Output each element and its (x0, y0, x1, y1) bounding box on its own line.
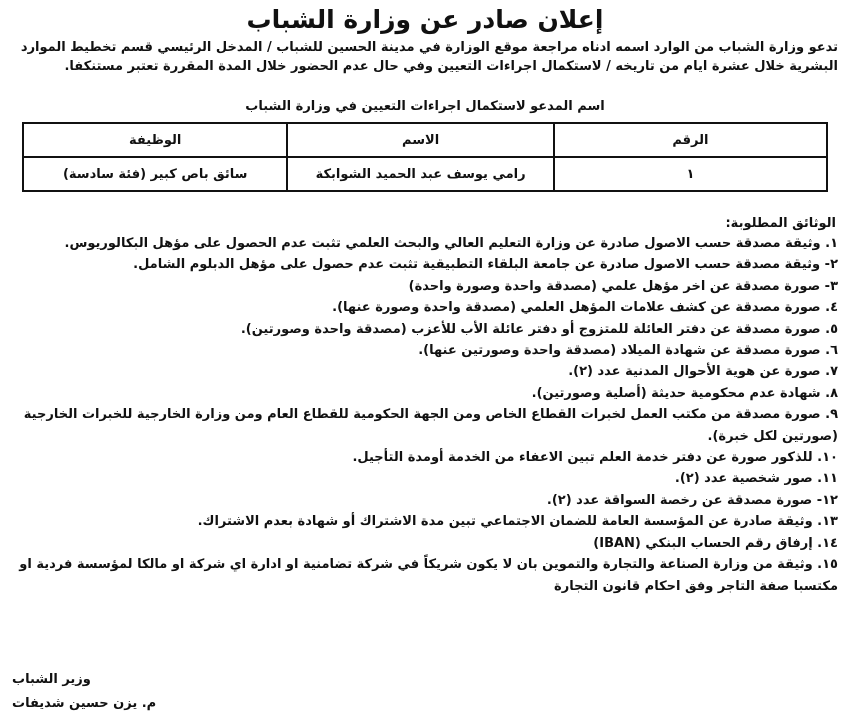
header-name: الاسم (287, 123, 553, 157)
list-item: ١١. صور شخصية عدد (٢). (674, 471, 838, 487)
list-item: ٤. صورة مصدقة عن كشف علامات المؤهل العلمي (مصدقة واحدة وصورة عنها). (332, 300, 838, 316)
documents-heading: الوثائق المطلوبة: (725, 216, 836, 231)
header-job: الوظيفة (23, 123, 287, 157)
list-item: ١. وثيقة مصدقة حسب الاصول صادرة عن وزارة التعليم العالي والبحث العلمي تثبت عدم الحصول على مؤهل البكالوريوس. (64, 236, 838, 251)
cell-job: سائق باص كبير (فئة سادسة) (23, 157, 287, 191)
list-item: ١٤. إرفاق رقم الحساب البنكي (IBAN) (593, 535, 838, 551)
table-row (23, 157, 827, 191)
invitee-table (22, 122, 828, 192)
header-number: الرقم (554, 123, 827, 157)
signature-title: وزير الشباب (12, 672, 91, 687)
intro-paragraph: تدعو وزارة الشباب من الوارد اسمه ادناه مراجعة موقع الوزارة في مدينة الحسين للشباب / المدخل الرئيسي قسم تخطيط الموارد البشرية خلال عشرة ايام من تاريخه / لاستكمال اجراءات التعيين وفي حال عدم الحضور خلال المدة المقررة تعتبر مستنكفا. (20, 40, 838, 74)
list-item: ٨. شهادة عدم محكومية حديثة (أصلية وصورتين). (531, 385, 838, 401)
cell-number: ١ (554, 157, 827, 191)
list-item: ٥. صورة مصدقة عن دفتر العائلة للمتزوج أو دفتر عائلة الأب للأعزب (مصدقة واحدة وصورتين). (240, 321, 838, 337)
list-item: ١٣. وثيقة صادرة عن المؤسسة العامة للضمان الاجتماعي تبين مدة الاشتراك أو شهادة بعدم الاشتراك. (197, 514, 838, 530)
table-header-row (23, 123, 827, 157)
list-item: ٣- صورة مصدقة عن اخر مؤهل علمي (مصدقة واحدة وصورة واحدة) (408, 278, 838, 294)
invitee-caption: اسم المدعو لاستكمال اجراءات التعيين في وزارة الشباب (245, 99, 605, 114)
announcement-title: إعلان صادر عن وزارة الشباب (246, 5, 604, 34)
cell-name: رامي يوسف عبد الحميد الشوابكة (287, 157, 553, 191)
list-item: ١٢- صورة مصدقة عن رخصة السواقة عدد (٢). (546, 492, 838, 508)
signature-block (12, 668, 156, 716)
list-item: ٦. صورة مصدقة عن شهادة الميلاد (مصدقة واحدة وصورتين عنها). (418, 343, 838, 359)
list-item: ١٠. للذكور صورة عن دفتر خدمة العلم تبين الاعفاء من الخدمة أومدة التأجيل. (352, 450, 838, 466)
list-item: ١٥. وثيقة من وزارة الصناعة والتجارة والتموين بان لا يكون شريكاً في شركة تضامنية او ادارة اي شركة او مالكا لمؤسسة فردية او مكتسبا صفة التاجر وفق احكام قانون التجارة (19, 557, 838, 594)
list-item: ٧. صورة عن هوية الأحوال المدنية عدد (٢). (568, 364, 838, 380)
documents-list (8, 233, 842, 597)
signature-name: م. يزن حسين شديفات (12, 696, 157, 711)
list-item: ٢- وثيقة مصدقة حسب الاصول صادرة عن جامعة البلقاء التطبيقية تثبت عدم حصول على مؤهل الدبلوم الشامل. (133, 257, 838, 273)
list-item: ٩. صورة مصدقة من مكتب العمل لخبرات القطاع الخاص ومن الجهة الحكومية للقطاع العام ومن وزارة الخارجية للخبرات الخارجية (صورتين لكل خبرة). (23, 407, 838, 444)
